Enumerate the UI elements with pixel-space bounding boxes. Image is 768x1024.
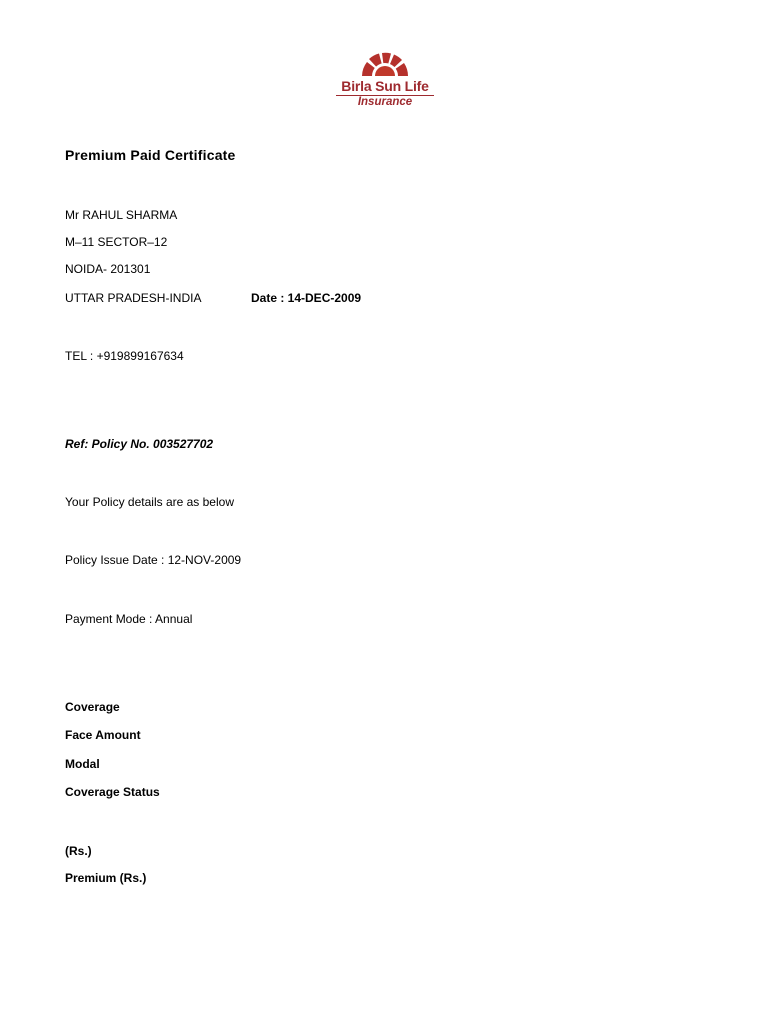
company-logo: [334, 50, 436, 112]
address-line-2: NOIDA- 201301: [65, 262, 151, 276]
field-face-amount: Face Amount: [65, 728, 141, 742]
field-rs: (Rs.): [65, 844, 92, 858]
recipient-name: Mr RAHUL SHARMA: [65, 208, 178, 222]
field-modal: Modal: [65, 757, 100, 771]
telephone: TEL : +919899167634: [65, 349, 184, 363]
logo-subtitle: Insurance: [357, 96, 413, 108]
policy-reference: Ref: Policy No. 003527702: [65, 437, 214, 451]
logo-name: Birla Sun Life: [341, 78, 429, 94]
policy-issue-date: Policy Issue Date : 12-NOV-2009: [65, 553, 242, 567]
policy-intro: Your Policy details are as below: [65, 495, 234, 509]
certificate-date: Date : 14-DEC-2009: [251, 291, 362, 305]
field-coverage: Coverage: [65, 700, 120, 714]
address-line-3: UTTAR PRADESH-INDIA: [65, 291, 202, 305]
sun-icon: [359, 50, 411, 78]
address-line-1: M–11 SECTOR–12: [65, 235, 168, 249]
field-coverage-status: Coverage Status: [65, 785, 160, 799]
certificate-title: Premium Paid Certificate: [65, 147, 236, 163]
field-premium: Premium (Rs.): [65, 871, 147, 885]
payment-mode: Payment Mode : Annual: [65, 612, 193, 626]
